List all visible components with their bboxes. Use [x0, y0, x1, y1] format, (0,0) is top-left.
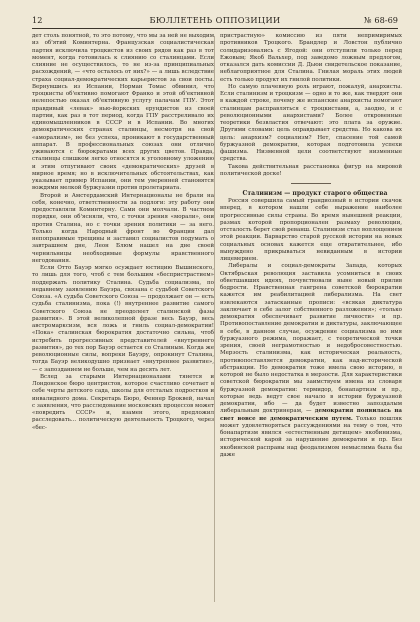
journal-title: БЮЛЛЕТЕНЬ ОППОЗИЦИИ — [149, 15, 281, 25]
left-column — [32, 33, 214, 609]
running-header — [32, 14, 398, 29]
paragraph: пристрастную» комиссию из пяти непримиримых противников Троцкого. Брандлер и Ловстон публично солидаризовались с Ягодой: они отступили только перед Ежовым; Якоб Вальхер, под заведомо ложным предлогом, отказался дать комиссии Д. Дьюи свидетельское показание, неблагоприятное для Сталина. Гнилая мораль этих людей есть только продукт их гнилой политики. — [220, 33, 402, 83]
paragraph: Второй и Амстердамский Интернационалы не брали на себя, конечно, ответственности за подлоги: эту работу они предоставляли Коминтерну. Сами они молчали. В частном порядке, они об'ясняли, что, с точки зрения «морали», они против Сталина, но с точки зрения политики — за него. Только когда Народный фронт во Франции дал непоправимые трещины и заставил социалистов подумать о завтрашнем дне, Леон Блюм нашел на дне своей чернильницы необходимые формулы нравственного негодования. — [32, 192, 214, 264]
right-column — [220, 33, 402, 609]
paragraph: Такова действительная расстановка фигур на мировой политической доске! — [220, 163, 402, 177]
issue-number: № 68-69 — [364, 15, 398, 25]
paragraph: Россия совершила самый грандиозный в истории скачок вперед, в котором нашли себе выражение наиболее прогрессивные силы страны. Во время нынешней реакции, размах которой пропорционален размаху революции, отсталость берет свой реванш. Сталинизм стал воплощением этой реакции. Варварство старой русской истории на новых социальных основах кажется еще отвратительнее, ибо вынуждено прикрываться невиданным в истории лицемерием. — [220, 198, 402, 262]
paragraph — [220, 263, 402, 459]
bold-phrase: демократия появилась на свет вовсе не демократическим путем. — [220, 408, 402, 422]
paragraph-text: Либералы и социал-демократы Запада, которых Октябрьская революция заставила усомниться в своих обветшавших идеях, почувствовали ныне новый прилив бодрости. Нравственная гангрена советской бюрократии кажется им реабилитацией либерализма. На свет извлекаются затасканные прописи: «всякая диктатура заключает в себе залог собственного разложения»; «только демократия обеспечивает развитие личности» и пр. Противопоставление демократии и диктатуры, заключающее в себе, в данном случае, осуждение социализма во имя буржуазного режима, поражает, с теоретической точки зрения, своей неграмотностью и недобросовестностью. Мерзость сталинизма, как историческая реальность, противопоставляется демократии, как над-исторической абстракции. Но демократия тоже имела свою историю, в которой не было недостатка в мерзости. Для характеристики советской бюрократии мы заимствуем имена из словаря буржуазной демократии: термидор, бонапартизм и пр., которые ведь ведут свое начало в истории буржуазной демократии, ибо — да будет известно запоздалым либеральным доктринерам, — — [220, 263, 402, 415]
column-divider — [214, 36, 215, 602]
section-divider — [291, 183, 331, 184]
paragraph: Но самую плачевную роль играют, пожалуй, анархисты. Если сталинизм и троцкизм — одно и то же, как твердят они в каждой строке, почему же испанские анархисты помогают сталинцам расправляться с троцкистами, а, заодно, и с революционными анархистами? Более откровенные теоретики безвластия отвечают: это плата за оружие. Другими словами: цель оправдывает средства. Но какова их цель: анархизм? социализм? Нет, спасение той самой буржуазной демократии, которая подготовила успехи фашизма. Низменной цели соответствуют низменные средства. — [220, 83, 402, 163]
paragraph: Если Отто Бауэр мягко осуждает юстицию Вышинского, то лишь для того, чтоб с тем большим «беспристрастием» поддержать политику Сталина. Судьба социализма, по недавнему заявлению Бауэра, связана с судьбой Советского Союза. «А судьба Советского Союза — продолжает он — есть судьба сталинизма, пока (!) внутреннее развитие самого Советского Союза не преодолеет сталинской фазы развития». В этой великолепной фразе весь Бауэр, весь австромарксизм, вся ложь и гниль социал-демократии! «Пока» сталинская бюрократия достаточно сильна, чтоб истребить прогрессивных представителей «внутреннего развития», до тех пор Бауэр остается со Сталиным. Когда же революционные силы, вопреки Бауэру, опрокинут Сталина, тогда Бауэр великодушно признает «внутреннее развитие», — с запозданием не больше, чем на десять лет. — [32, 265, 214, 373]
section-heading: Сталинизм — продукт старого общества — [242, 190, 388, 197]
paragraph: Вслед за старыми Интернационалами тянется и Лондонское бюро центристов, которое счастливо сочетает в себе черты детского сада, школы для отсталых подростков и инвалидного дома. Секретарь Бюро, Феннер Броквей, начал с заявления, что расследование московских процессов может «повредить СССР» и, взамен этого, предложил расследовать... политическую деятельность Троцкого, через «бес- — [32, 373, 214, 431]
paragraph: дет столь понятной, то это потому, что мы за ней не выходим из об'ятий Коминтерна. Французская социалистическая партия исключила троцкистов из своих рядов как раз в тот момент, когда готовилась к слиянию со сталинцами. Если слияние не осуществилось, то не из-за принципиальных расхождений, — «что осталось от них?» — а лишь вследствие страха социал-демократических карьеристов за свои посты. Вернувшись из Испании, Норман Томас обвинил, что троцкисты об'ективно помогают Франко и этой об'ективной нелепостью оказал об'ективную услугу палачам ГПУ. Этот правдивый «левак» нью-йоркских ерундистов из своей партии, как раз в тот период, когда ГПУ расстреливало их единомышленников в СССР и в Испании. Во многих демократических странах сталинцы, несмотря на свой «аморализм», не без успеха, проникают в государственный аппарат. В профессиональных союзах они отлично уживаются с бюрократами всех других цветов. Правда, сталинцы слишком легко относятся к уголовному уложению и этим отпугивают своих «демократических» друзей в мирное время; но в исключительных обстоятельствах, как указывает пример Испании, они тем уверенней становятся вождями мелкой буржуазии против пролетариата. — [32, 33, 214, 192]
page-number: 12 — [32, 15, 43, 25]
paragraph-text: Только пошляк может удовлетворяться рассуждениями на тему о том, что бонапартизм явился «естественным детищем» якобинизма, исторической карой за нарушение демократии и пр. Без якобинской расправы над феодализмом немыслима была бы даже — [220, 415, 402, 458]
